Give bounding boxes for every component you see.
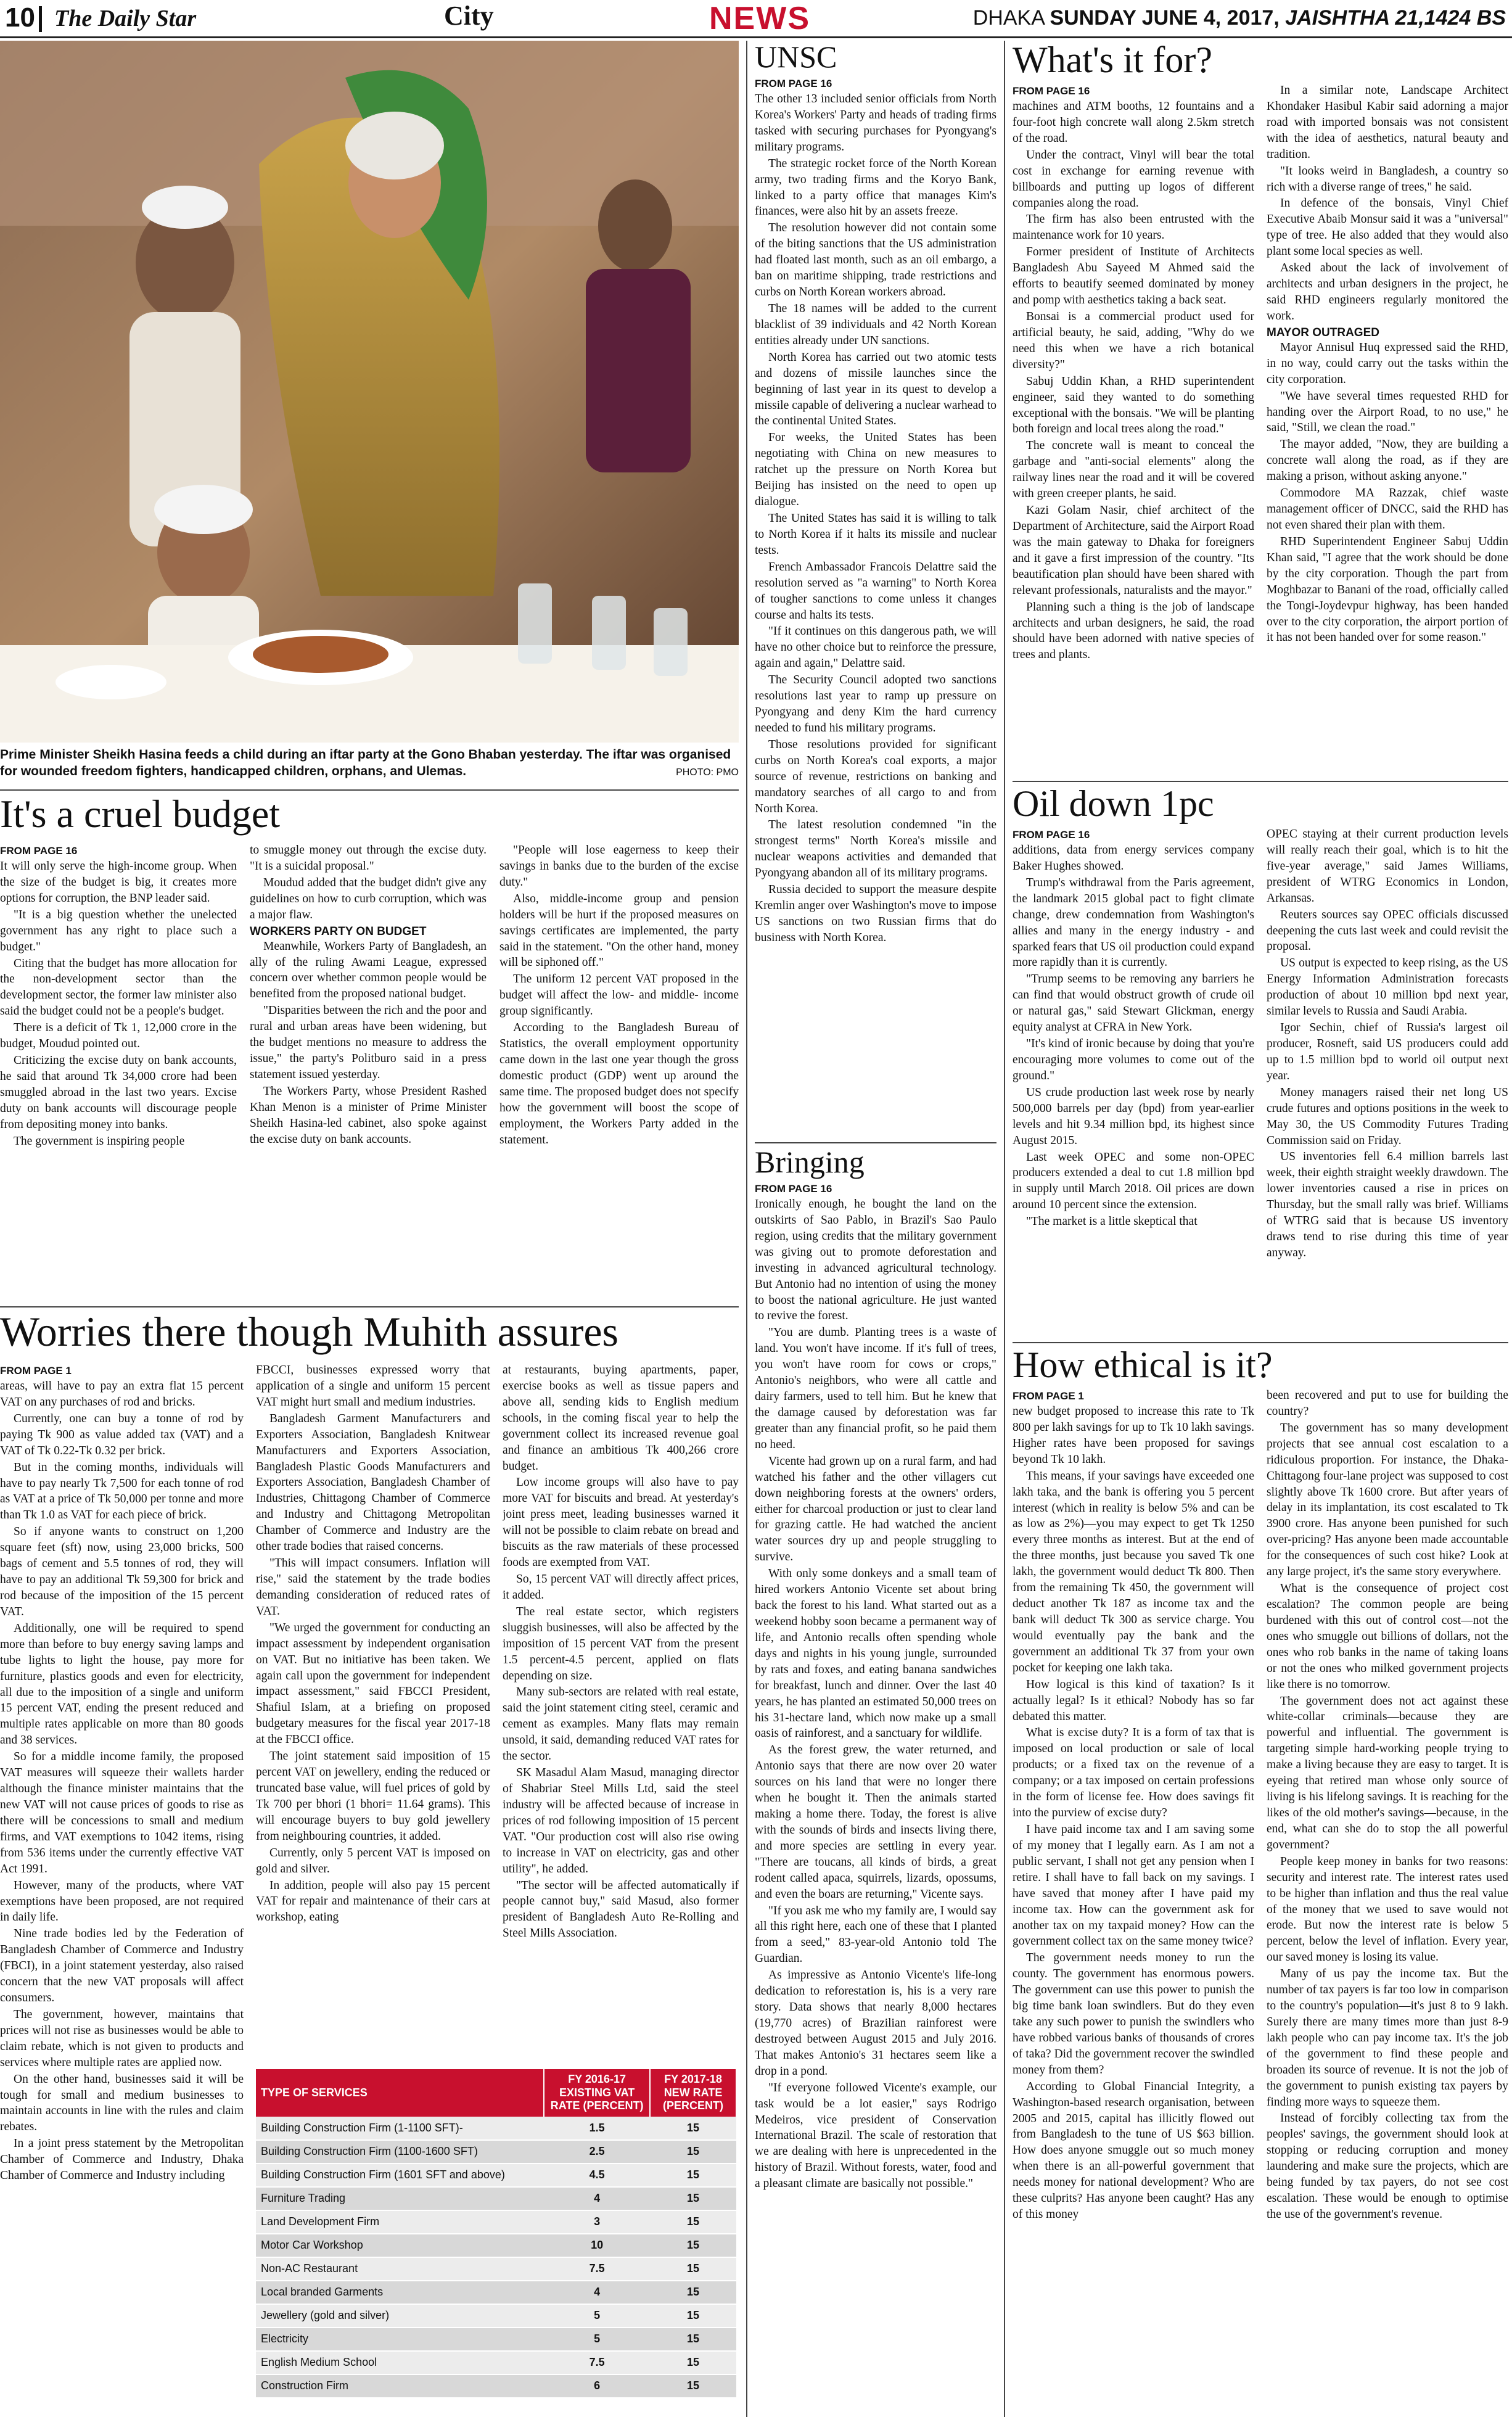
paragraph: However, many of the products, where VAT exemptions have been proposed, are not required in daily life. [0,1879,244,1924]
subheading: MAYOR OUTRAGED [1267,326,1379,339]
paragraph: Under the contract, Vinyl will bear the total cost in exchange for earning revenue with billboards and putting up logos of different companies along the road. [1013,148,1254,210]
paragraph: machines and ATM booths, 12 fountains and a four-foot high concrete wall along 2.5km stretch of the road. [1013,100,1254,145]
paragraph: With only some donkeys and a small team of hired workers Antonio Vicente set about bring back the forest to his land. What started out as a weekend hobby soon became a permanent way of life, and Antonio recalls often spending whole days and nights in his young jungle, surrounded by rats and foxes, and eating banana sandwiches for breakfast, lunch and dinner. Over the last 40 years, he has planted an estimated 50,000 trees on his 31-hectare land, which now make up a small oasis of rainforest, and a sanctuary for wildlife. [755,1567,996,1740]
paragraph-list [1013,1404,1254,2223]
paragraph: Moudud added that the budget didn't give any guidelines on how to curb corruption, which was a major flaw. [250,876,487,921]
existing-rate-cell: 7.5 [544,2257,650,2281]
paragraph: FBCCI, businesses expressed worry that application of a single and uniform 15 percent VAT might hurt small and medium industries. [256,1364,490,1409]
column-3 [499,842,739,1304]
paragraph: According to the Bangladesh Bureau of Statistics, the overall employment opportunity came down in the last one year though the gross domestic product (GDP) went up around the same time. The proposed budget does not specify how the government will boost the scope of employment, the Workers Party added in the statement. [499,1021,739,1147]
table-row [256,2304,736,2328]
paragraph: Last week OPEC and some non-OPEC producers extended a deal to cut 1.8 million bpd in supply until March 2018. Oil prices are down around 10 percent since the extension. [1013,1150,1254,1212]
service-cell: Construction Firm [256,2374,544,2398]
existing-rate-cell: 3 [544,2210,650,2234]
paragraph: RHD Superintendent Engineer Sabuj Uddin Khan said, "I agree that the work should be done by the city corporation. Though the part from Moghbazar to Banani of the road, officially called the Tongi-Joydevpur highway, has been handed over to the city corporation, the airport portion of it has not been handed over for some reason." [1267,535,1508,644]
table-row [256,2234,736,2257]
paragraph-list [250,842,487,923]
date-bangla: JAISHTHA 21,1424 BS [1285,6,1506,30]
service-cell: Motor Car Workshop [256,2234,544,2257]
paragraph: Sabuj Uddin Khan, a RHD superintendent engineer, said they wanted to do something exceptional with the bonsais. "We will be planting both foreign and local trees along the road." [1013,374,1254,436]
paragraph: The other 13 included senior officials from North Korea's Workers' Party and heads of trading firms tasked with securing purchases for Pyongyang's military programs. [755,93,996,154]
paragraph: The mayor added, "Now, they are building a concrete wall along the road, as if they are making a prison, without asking anyone." [1267,438,1508,484]
paragraph: The 18 names will be added to the current blacklist of 39 individuals and 42 North Korean entities already under UN sanctions. [755,302,996,347]
table-row [256,2257,736,2281]
paragraph: areas, will have to pay an extra flat 15 percent VAT on any purchases of rod and bricks. [0,1380,244,1409]
paragraph: In addition, people will also pay 15 percent VAT for repair and maintenance of their cars at workshop, eating [256,1879,490,1924]
table-row [256,2374,736,2398]
paragraph: Trump's withdrawal from the Paris agreement, the landmark 2015 global pact to fight climate change, drew condemnation from Washington's allies and many in the energy industry - and sparked fears that US oil production could expand more rapidly than it is currently. [1013,876,1254,970]
subheading: WORKERS PARTY ON BUDGET [250,924,427,938]
paragraph: US output is expected to keep rising, as the US Energy Information Administration forecasts production of about 10 million bpd next year, similar levels to Russia and Saudi Arabia. [1267,957,1508,1018]
kicker: FROM PAGE 1 [1013,1390,1084,1402]
story-unsc [755,41,996,1139]
paragraph: "The market is a little skeptical that [1026,1215,1198,1229]
new-rate-cell: 15 [650,2281,736,2304]
paragraph: What is excise duty? It is a form of tax that is imposed on local production or sale of local products; or a fixed tax on the revenue of a company; or a tax imposed on certain professions in the form of license fee. How does savings fit into the purview of excise duty? [1013,1726,1254,1820]
service-cell: Building Construction Firm (1601 SFT and above) [256,2164,544,2187]
paragraph: Nine trade bodies led by the Federation of Bangladesh Chamber of Commerce and Industry (FBCI), in a joint statement yesterday, also raised concern that the new VAT proposals will affect consumers. [0,1927,244,2005]
paragraph: The real estate sector, which registers sluggish businesses, will also be affected by the imposition of 15 percent VAT from the present 1.5 percent-4.5 percent, applied on flats depending on size. [503,1605,739,1682]
paragraph: Many sub-sectors are related with real estate, said the joint statement citing steel, ceramic and cement as examples. Many flats may remain unsold, it said, demanding reduced VAT rates for the sector. [503,1686,739,1763]
paragraph-list [256,1362,490,1925]
new-rate-cell: 15 [650,2374,736,2398]
paragraph: On the other hand, businesses said it will be tough for small and medium businesses to maintain accounts in line with the rules and claim rebates. [0,2072,244,2134]
column-2 [1267,83,1508,777]
paragraph: "The sector will be affected automatically if people cannot buy," said Masud, also former president of Bangladesh Auto Re-Rolling and Steel Mills Association. [503,1879,739,1940]
paragraph: As the forest grew, the water returned, and Antonio says that there are now over 20 water sources on his land that were no longer there when he bought it. Then the animals started making a home there. Today, the forest is alive with the sounds of birds and insects living there, and more species are settling in every year. "There are toucans, all kinds of birds, a great rodent called apaca, squirrels, lizards, opossums, and even the boars are returning," Vicente says. [755,1744,996,1901]
paragraph: Instead of forcibly collecting tax from the peoples' savings, the government should look at stopping or reducing corruption and money laundering and make sure the projects, which are being funded by tax payers, do not see cost escalation. These would be enough to optimise the use of the government's revenue. [1267,2112,1508,2221]
service-cell: English Medium School [256,2351,544,2374]
story-bringing [755,1146,996,2417]
paragraph: Money managers raised their net long US crude futures and options positions in the week to May 30, the US Commodity Futures Trading Commission said on Friday. [1267,1085,1508,1147]
paragraph: "It looks weird in Bangladesh, a country so rich with a diverse range of trees," he said. [1267,164,1508,194]
table-row [256,2187,736,2210]
kicker: FROM PAGE 16 [0,845,78,857]
paragraph: The government is inspiring people [14,1134,185,1148]
section-city: City [444,1,494,31]
paragraph: Currently, only 5 percent VAT is imposed on gold and silver. [256,1846,490,1876]
paragraph: The Security Council adopted two sanctions resolutions last year to ramp up pressure on Pyongyang and deny Kim the hard currency needed to fund his military programs. [755,673,996,735]
table-row [256,2328,736,2351]
column-1 [755,1180,996,2417]
paragraph: As impressive as Antonio Vicente's life-long dedication to reforestation is, his is a very rare story. Data shows that nearly 8,000 hectares (19,770 acres) of Brazilian rainforest were destroyed between August 2015 and July 2016. That makes Antonio's 31 hectares seem like a drop in a pond. [755,1969,996,2078]
headline: What's it for? [1013,41,1213,80]
paragraph: "It is a big question whether the unelected government has any right to place such a budget." [0,908,237,953]
paragraph-list [755,1196,996,2192]
paragraph: Kazi Golam Nasir, chief architect of the Department of Architecture, said the Airport Road was the main gateway to Dhaka for foreigners and it gave a first impression of the country. "Its beautification plan should have been shared with relevant professionals, naturalists and the mayor." [1013,504,1254,597]
paragraph: "This will impact consumers. Inflation will rise," said the statement by the trade bodies demanding consideration of reduced rates of VAT. [256,1557,490,1618]
paragraph: This means, if your savings have exceeded one lakh taka, and the bank is offering you 5 percent interest (which in reality is below 5% and can be as low as 2%)—you may expect to get Tk 1250 every three months as interest. But at the end of the three months, just because you saved Tk one lakh, the government would deduct Tk 800. Then from the remaining Tk 450, the government will deduct another Tk 187 as income tax and the bank will deduct Tk 300 as service charge. You would eventually pay the bank and the government an additional Tk 37 from your own pocket for keeping one lakh taka. [1013,1469,1254,1674]
header-new-rate: FY 2017-18 NEW RATE (PERCENT) [650,2069,736,2117]
headline: Bringing [755,1146,865,1179]
column-1 [0,1362,244,2417]
paragraph: "We urged the government for conducting an impact assessment by independent organisation on VAT. But no initiative has been taken. We again call upon the government for independent impact assessment," said FBCCI President, Shafiul Islam, at a briefing on proposed budgetary measures for the fiscal year 2017-18 at the FBCCI office. [256,1621,490,1747]
paragraph: Bangladesh Garment Manufacturers and Exporters Association, Bangladesh Knitwear Manufacturers and Exporters Association, Bangladesh Plastic Goods Manufacturers and Exporters Association, Bangladesh Chamber of Industries, Chittagong Chamber of Commerce and Industry and Chittagong Metropolitan Chamber of Commerce and Industry are the other trade bodies that raised concerns. [256,1412,490,1554]
paragraph: In a joint press statement by the Metropolitan Chamber of Commerce and Industry, Dhaka Chamber of Commerce and Industry including [0,2137,244,2183]
column-1 [1013,1388,1254,2417]
paragraph: "You are dumb. Planting trees is a waste of land. You won't have income. If it's full of trees, you won't have room for cows or crops," Antonio's neighbors, who were all cattle and dairy farmers, used to tell him. But he knew that the damage caused by deforestation was far greater than any financial profit, so he paid them no heed. [755,1326,996,1451]
new-rate-cell: 15 [650,2210,736,2234]
headline: How ethical is it? [1013,1346,1273,1385]
service-cell: Building Construction Firm (1100-1600 SFT) [256,2140,544,2164]
paragraph: Many of us pay the income tax. But the number of tax payers is far too low in comparison to the country's population—it's just 8 to 9 lakh. Surely there are many times more than just 8-9 lakh people who can pay income tax. It's the job of the government to find these people and broaden its source of revenue. It is not the job of the government to punish existing tax payers by finding more ways to squeeze them. [1267,1967,1508,2109]
paragraph: "Trump seems to be removing any barriers he can find that would obstruct growth of crude oil or natural gas," said Stewart Glickman, energy equity analyst at CFRA in New York. [1013,973,1254,1034]
paragraph: The United States has said it is willing to talk to North Korea if it halts its missile and nuclear tests. [755,511,996,557]
paragraph: Ironically enough, he bought the land on the outskirts of Sao Pablo, in Brazil's Sao Paulo region, using credits that the military government was giving out to promote deforestation and investing in advanced agricultural technology. But Antonio had no intention of using the money to boost the national agriculture. He just wanted to revive the forest. [755,1198,996,1323]
paragraph-list [1267,1388,1508,2223]
paragraph-list [755,91,996,946]
paragraph-list [499,842,739,1148]
table-row [256,2351,736,2374]
paragraph: But in the coming months, individuals will have to pay nearly Tk 7,500 for each tonne of rod as VAT at a price of Tk 50,000 per tonne and more than Tk 1.0 as VAT for each piece of brick. [0,1460,244,1522]
table-header-row [256,2069,736,2117]
table-body [256,2117,736,2398]
photo-caption [0,746,739,780]
headline: UNSC [755,41,837,74]
headline: Worries there though Muhith assures [0,1310,618,1355]
service-cell: Building Construction Firm (1-1100 SFT)- [256,2117,544,2140]
paragraph: It will only serve the high-income group. When the size of the budget is big, it creates more options for corruption, the BNP leader said. [0,860,237,905]
paragraph: Citing that the budget has more allocation for the non-development sector than the development sector, the former law minister also said the budget could not be a people's budget. [0,957,237,1018]
page-number-bar [39,6,42,32]
existing-rate-cell: 4 [544,2187,650,2210]
paragraph: Russia decided to support the measure despite Kremlin anger over Washington's move to impose US sanctions on two Russian firms that do business with North Korea. [755,883,996,944]
paragraph: SK Masadul Alam Masud, managing director of Shabriar Steel Mills Ltd, said the steel industry will be affected because of increase in prices of rod following imposition of 15 percent VAT. "Our production cost will also rise owing to increase in VAT on electricity, gas and other utility", he added. [503,1766,739,1876]
new-rate-cell: 15 [650,2351,736,2374]
paragraph-list [1267,83,1508,324]
kicker: FROM PAGE 16 [1013,85,1090,97]
paragraph-list [0,859,237,1150]
header-existing-rate: FY 2016-17 EXISTING VAT RATE (PERCENT) [544,2069,650,2117]
column-1 [1013,826,1254,1340]
column-1 [755,75,996,1139]
column-2 [1267,826,1508,1340]
paragraph: Those resolutions provided for significant curbs on North Korea's coal exports, a major source of revenue, restrictions on banking and mandatory searches of all cargo to and from North Korea. [755,738,996,815]
paragraph: The joint statement said imposition of 15 percent VAT on jewellery, ending the reduced or truncated base value, will fuel prices of gold by Tk 700 per bhori (1 bhori= 11.64 grams). This will encourage buyers to buy gold jewellery from neighbouring countries, it added. [256,1750,490,1843]
paragraph: The government does not act against these white-collar criminals—because they are powerful and influential. The government is targeting simple hard-working people trying to make a living because they are easy to target. It is eyeing that retired man whose only source of living is his lifelong savings. It is reaching for the likes of the old mother's savings—because, in the end, what can she do to stop the all powerful government? [1267,1694,1508,1851]
service-cell: Furniture Trading [256,2187,544,2210]
column-1 [1013,83,1254,777]
table-row [256,2281,736,2304]
paragraph: The strategic rocket force of the North Korean army, two trading firms and the Koryo Bank, linked to a party office that manages Kim's finances, were also hit by an assets freeze. [755,157,996,218]
paragraph: The resolution however did not contain some of the biting sanctions that the US administration had floated last month, such as an oil embargo, a ban on maritime shipping, trade restrictions and curbs on North Korean workers abroad. [755,221,996,299]
paragraph: Also, middle-income group and pension holders will be hurt if the proposed measures on savings certificates are implemented, the party said in the statement. "On the other hand, money will be siphoned off." [499,892,739,970]
headline: Oil down 1pc [1013,784,1214,824]
divider [0,1306,739,1307]
paragraph-list [1267,826,1508,1261]
paragraph: French Ambassador Francois Delattre said the resolution served as "a warning" to North Korea of tougher sanctions to come unless it changes course and halts its tests. [755,560,996,622]
date-city: DHAKA [972,6,1044,30]
story-whats-it-for [1013,41,1512,777]
table-row [256,2117,736,2140]
new-rate-cell: 15 [650,2234,736,2257]
paragraph: Low income groups will also have to pay more VAT for biscuits and bread. At yesterday's joint press meet, leading businesses warned it will not be possible to claim rebate on bread and biscuits as the raw materials of these processed foods are exempted from VAT. [503,1476,739,1570]
paragraph: "Disparities between the rich and the poor and rural and urban areas have been widening, but the budget mentions no measure to address the issue," the party's Politburo said in a press statement issued yesterday. [250,1004,487,1081]
new-rate-cell: 15 [650,2140,736,2164]
table-row [256,2210,736,2234]
paragraph: The concrete wall is meant to conceal the garbage and "anti-social elements" along the railway lines near the road and it will be covered with green creeper plants, he said. [1013,439,1254,501]
paragraph: been recovered and put to use for building the country? [1267,1389,1508,1418]
paragraph: Vicente had grown up on a rural farm, and had watched his father and the other villagers cut down neighboring forests at the owners' orders, either for charcoal production or just to clear land for grazing cattle. He had watched the ancient water sources dry up and people struggling to survive. [755,1454,996,1564]
paragraph: Mayor Annisul Huq expressed said the RHD, in no way, could carry out the tasks within the city corporation. [1267,340,1508,386]
paragraph: Commodore MA Razzak, chief waste management officer of DNCC, said the RHD has not even shared their plan with them. [1267,487,1508,532]
header-service: TYPE OF SERVICES [256,2069,544,2117]
existing-rate-cell: 6 [544,2374,650,2398]
paragraph: "It's kind of ironic because by doing that you're encouraging more volumes to come out of the ground." [1013,1037,1254,1082]
service-cell: Jewellery (gold and silver) [256,2304,544,2328]
paragraph: at restaurants, buying apartments, paper, exercise books as well as tissue papers and above all, sending kids to English medium schools, in the coming fiscal year to help the government collect its increased revenue goal and finance an ambitious Tk 400,266 crore budget. [503,1364,739,1473]
column-3 [503,1362,739,2065]
story-how-ethical [1013,1346,1512,2417]
paragraph: The firm has also been entrusted with the maintenance work for 10 years. [1013,213,1254,242]
paragraph-list [1013,842,1254,1230]
new-rate-cell: 15 [650,2257,736,2281]
headline: It's a cruel budget [0,793,281,836]
kicker: FROM PAGE 16 [755,1183,832,1195]
paragraph: Currently, one can buy a tonne of rod by paying Tk 900 as value added tax (VAT) and a VAT of Tk 0.22-Tk 0.32 per brick. [0,1412,244,1457]
new-rate-cell: 15 [650,2164,736,2187]
paper-name: The Daily Star [54,6,197,31]
kicker: FROM PAGE 16 [1013,829,1090,841]
paragraph: What is the consequence of project cost escalation? The common people are being burdened with this out of control cost—not the ones who smuggle out billions of dollars, not the ones who rob banks in the name of taking loans or not the ones who milked government projects like there is no tomorrow. [1267,1582,1508,1691]
paragraph: North Korea has carried out two atomic tests and dozens of missile launches since the beginning of last year in its quest to develop a missile capable of delivering a nuclear warhead to the continental United States. [755,350,996,428]
column-2 [1267,1388,1508,2417]
service-cell: Electricity [256,2328,544,2351]
divider [755,1142,996,1143]
paragraph: Bonsai is a commercial product used for artificial beauty, he said, adding, "Why do we need this when we have a rich botanical diversity?" [1013,310,1254,371]
paragraph: "We have several times requested RHD for handing over the Airport Road, to no use," he said, "Still, we clean the road." [1267,389,1508,435]
paragraph: "If it continues on this dangerous path, we will have no other choice but to reinforce the pressure, again and again," Delattre said. [755,625,996,670]
paragraph: additions, data from energy services company Baker Hughes showed. [1013,844,1254,873]
paragraph: How logical is this kind of taxation? Is it actually legal? Is it ethical? Nobody has so far debated this matter. [1013,1678,1254,1723]
service-cell: Land Development Firm [256,2210,544,2234]
masthead [0,0,1512,38]
paragraph: new budget proposed to increase this rate to Tk 800 per lakh savings for up to Tk 10 lakh savings. Higher rates have been proposed for savings beyond Tk 10 lakh. [1013,1405,1254,1466]
paragraph: The latest resolution condemned "in the strongest terms" North Korea's missile and nuclear weapons activities and demanded that Pyongyang abandon all of its military programs. [755,818,996,880]
column-1 [0,842,237,1304]
news-photo [0,41,739,743]
paragraph: There is a deficit of Tk 1, 12,000 crore in the budget, Moudud pointed out. [0,1021,237,1051]
paragraph-list [250,939,487,1148]
story-cruel-budget [0,793,739,1304]
kicker: FROM PAGE 16 [755,78,832,89]
paragraph-list [1267,340,1508,646]
paragraph: The government needs money to run the county. The government has enormous powers. The government can use this power to punish the big time bank loan swindlers. But do they even take any such power to punish the swindlers who have robbed various banks of thousands of crores of taka? Did the government recover the swindled money from them? [1013,1951,1254,2077]
paragraph: So if anyone wants to construct on 1,200 square feet (sft) now, using 23,000 bricks, 500 bags of cement and 5.5 tonnes of rod, they will have to pay an additional Tk 59,300 for brick and rod because of the imposition of the 15 percent VAT. [0,1525,244,1618]
paragraph: In a similar note, Landscape Architect Khondaker Hasibul Kabir said adorning a major road with imported bonsais was not consistent with the idea of aesthetics, natural beauty and tradition. [1267,84,1508,161]
page-number: 10 [5,2,42,33]
paragraph: The uniform 12 percent VAT proposed in the budget will affect the low- and middle- income group significantly. [499,973,739,1018]
paragraph-list [0,1378,244,2184]
kicker: FROM PAGE 1 [0,1365,72,1377]
paragraph: Planning such a thing is the job of landscape architects and urban designers, he said, the road should have been adorned with native species of trees and plants. [1013,600,1254,662]
existing-rate-cell: 10 [544,2234,650,2257]
paragraph: Igor Sechin, chief of Russia's largest oil producer, Rosneft, said US producers could add up to 1.5 million bpd to world oil output next year. [1267,1021,1508,1082]
service-cell: Local branded Garments [256,2281,544,2304]
divider [1013,781,1508,782]
paragraph: "People will lose eagerness to keep their savings in banks due to the burden of the excise duty." [499,844,739,889]
column-divider [746,41,747,2417]
paragraph: Reuters sources say OPEC officials discussed deepening the cuts last week and could revisit the proposal. [1267,908,1508,953]
column-divider [1004,41,1005,2417]
iftar-photo-illustration [0,41,739,743]
column-2 [256,1362,490,2065]
existing-rate-cell: 5 [544,2328,650,2351]
paragraph: US crude production last week rose by nearly 500,000 barrels per day (bpd) from year-earlier levels and hit 9.34 million bpd, its highest since August 2015. [1013,1085,1254,1147]
vat-rate-table [256,2069,737,2398]
paragraph: OPEC staying at their current production levels will really reach their goal, which is to hit the five-year average," said James Williams, president of WTRG Economics in London, Arkansas. [1267,828,1508,905]
paragraph: So, 15 percent VAT will directly affect prices, it added. [503,1572,739,1602]
paragraph: The Workers Party, whose President Rashed Khan Menon is a minister of Prime Minister Sheikh Hasina-led cabinet, also spoke against the excise duty on bank accounts. [250,1084,487,1146]
paragraph: In defence of the bonsais, Vinyl Chief Executive Abaib Monsur said it was a "universal" type of tree. He also added that they would also plant some local species as well. [1267,197,1508,258]
paragraph: According to Global Financial Integrity, a Washington-based research organisation, between 2005 and 2015, capital has illicitly flowed out from Bangladesh to the tune of US $63 billion. How does anyone smuggle out so much money when there is an all-powerful government that needs money for national development? Who are these culprits? Has anyone been caught? Has any of this money [1013,2080,1254,2221]
paragraph: The government has so many development projects that see annual cost escalation to a ridiculous proportion. For instance, the Dhaka-Chittagong four-lane project was supposed to cost slightly above Tk 1600 crore. But after years of delay in its implantation, its cost escalated to Tk 3900 crore. Has anyone been punished for such over-pricing? Has anyone been made accountable for the consequences of such cost hike? Look at any large project, it's the same story everywhere. [1267,1421,1508,1579]
new-rate-cell: 15 [650,2117,736,2140]
paragraph: People keep money in banks for two reasons: security and interest rate. The interest rates used to be higher than inflation and thus the real value of the money that we used to save would not erode. But now the interest rate is below 5 percent, below the level of inflation. Every year, our saved money is losing its value. [1267,1855,1508,1964]
paragraph: "If everyone followed Vicente's example, our task would be a lot easier," says Rodrigo Medeiros, vice president of Conservation International Brazil. The scale of restoration that we are dealing with here is unprecedented in the history of Brazil. Without forests, water, food and a pleasant climate are basically not possible." [755,2081,996,2191]
story-oil-down [1013,784,1512,1340]
paragraph-list [1013,99,1254,663]
paragraph: Asked about the lack of involvement of architects and urban designers in the project, he said RHD engineers regularly monitored the work. [1267,261,1508,323]
new-rate-cell: 15 [650,2187,736,2210]
existing-rate-cell: 4 [544,2281,650,2304]
divider [0,789,739,791]
paragraph: Meanwhile, Workers Party of Bangladesh, an ally of the ruling Awami League, expressed concern over whether common people would be benefited from the proposed national budget. [250,939,487,1001]
paragraph: For weeks, the United States has been negotiating with China on new measures to ratchet up the pressure on North Korea but Beijing has insisted on the need to open up dialogue. [755,431,996,509]
paragraph: I have paid income tax and I am saving some of my money that I legally earn. As I am not a public servant, I shall not get any pension when I retire. I shall have to fall back on my savings. I have saved that money after I have paid my income tax. How can the government ask for another tax on my taxpaid money? How can the government collect tax on the same money twice? [1013,1822,1254,1948]
paragraph: Former president of Institute of Architects Bangladesh Abu Sayeed M Ahmed said the efforts to beautify seemed dominated by money and pomp with aesthetics taking a back seat. [1013,245,1254,307]
paragraph: US inventories fell 6.4 million barrels last week, their eighth straight weekly drawdown. The lower inventories caused a rise in prices on Thursday, but the small rally was brief. Williams of WTRG said that is because US inventory draws tend to rise during this time of year anyway. [1267,1150,1508,1259]
paragraph: The government, however, maintains that prices will not rise as businesses would be able to claim rebate, which is not given to products and services where multiple rates are applied now. [0,2007,244,2069]
existing-rate-cell: 5 [544,2304,650,2328]
paragraph: to smuggle money out through the excise duty. "It is a suicidal proposal." [250,844,487,873]
existing-rate-cell: 2.5 [544,2140,650,2164]
table-row [256,2140,736,2164]
column-2 [250,842,487,1304]
dateline [973,6,1506,30]
paragraph: Additionally, one will be required to spend more than before to buy energy saving lamps and tube lights to light the house, pay more for furniture, plastics goods and even for electricity, all due to the imposition of a single and uniform 15 percent VAT, ending the present reduced and multiple rates applicable on more than 80 goods and 38 services. [0,1621,244,1747]
photo-credit: PHOTO: PMO [676,767,739,778]
new-rate-cell: 15 [650,2304,736,2328]
paragraph: So for a middle income family, the proposed VAT measures will squeeze their wallets harder although the finance minister maintains that the new VAT will not cause prices of goods to rise as there will be concessions to small and medium firms, and VAT exemptions to 1042 items, rising from 536 items under the currently effective VAT Act 1991. [0,1750,244,1876]
caption-text: Prime Minister Sheikh Hasina feeds a child during an iftar party at the Gono Bhaban yesterday. The iftar was organised for wounded freedom fighters, handicapped children, orphans, and Ulemas. [0,747,731,779]
existing-rate-cell: 4.5 [544,2164,650,2187]
paragraph: Criticizing the excise duty on bank accounts, he said that around Tk 34,000 crore had been smuggled abroad in the last two years. Excise duty on bank accounts will discourage people from depositing money into banks. [0,1054,237,1131]
new-rate-cell: 15 [650,2328,736,2351]
existing-rate-cell: 7.5 [544,2351,650,2374]
date-day: SUNDAY JUNE 4, 2017, [1050,6,1280,30]
service-cell: Non-AC Restaurant [256,2257,544,2281]
table-row [256,2164,736,2187]
existing-rate-cell: 1.5 [544,2117,650,2140]
paragraph-list [503,1362,739,1941]
divider [1013,1342,1508,1343]
section-news: NEWS [709,1,810,36]
paragraph: "If you ask me who my family are, I would say all this right here, each one of these that I planted from a seed," 83-year-old Antonio told The Guardian. [755,1904,996,1966]
